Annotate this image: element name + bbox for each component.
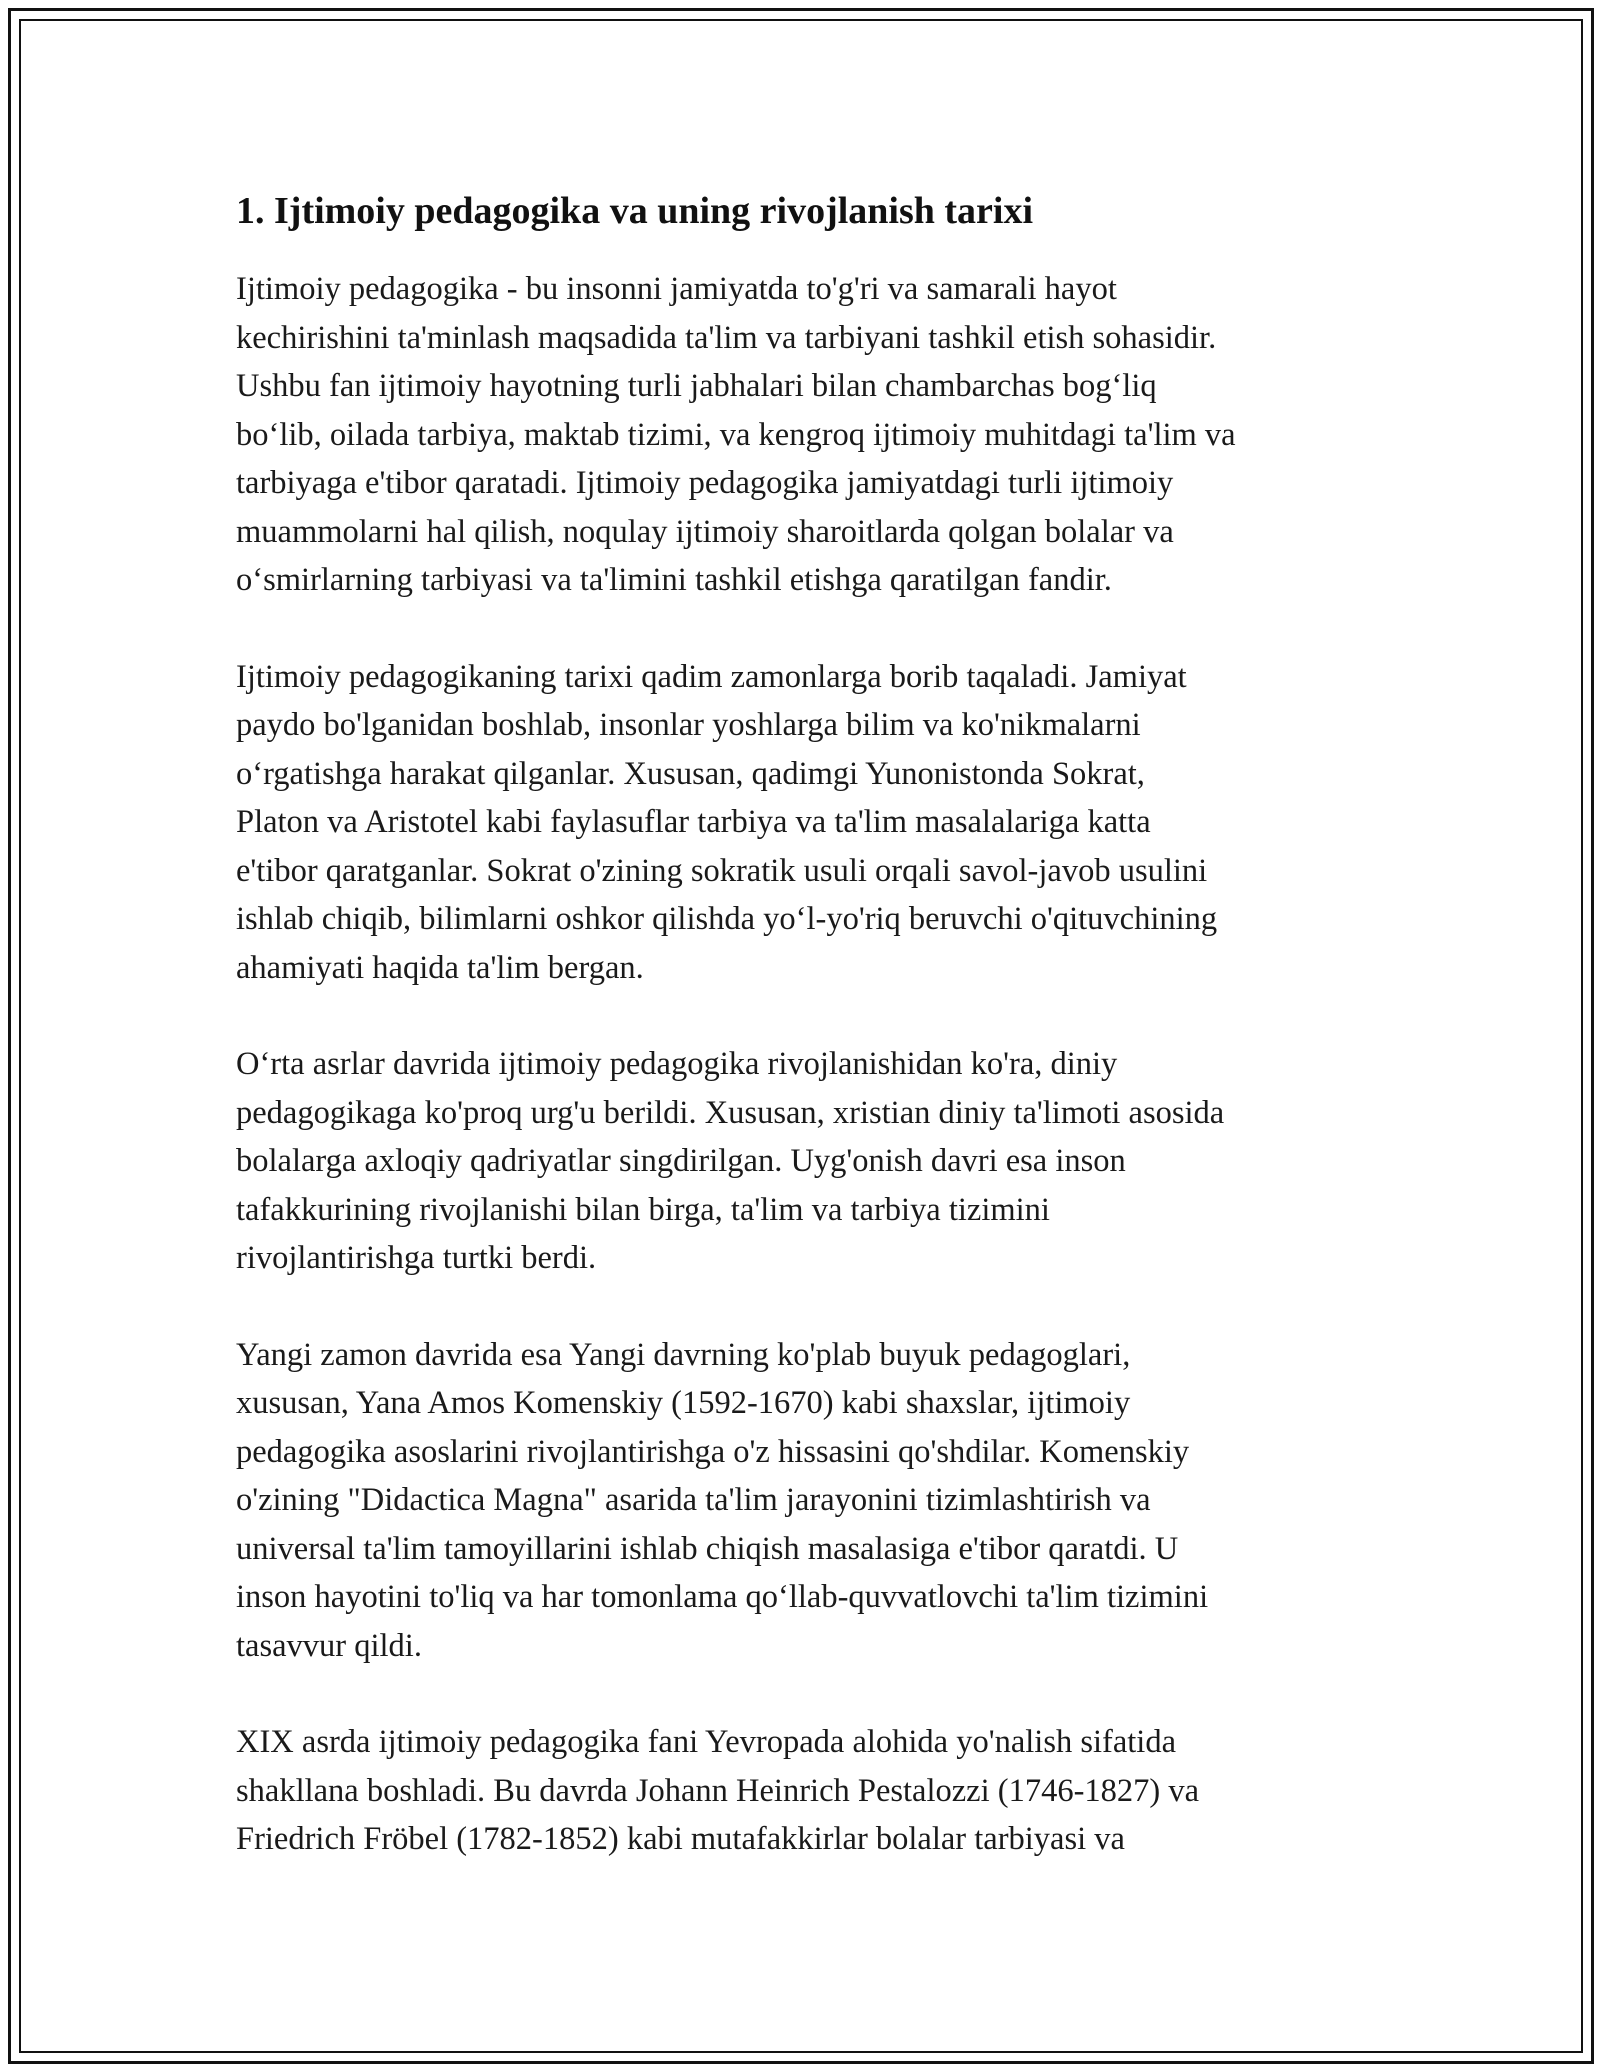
text-line: e'tibor qaratganlar. Sokrat o'zining sokratik usuli orqali savol-javob usulini [236, 852, 1208, 889]
text-line: Ushbu fan ijtimoiy hayotning turli jabhalari bilan chambarchas bog‘liq [236, 368, 1157, 404]
text-line: pedagogikaga ko'proq urg'u berildi. Xususan, xristian diniy ta'limoti asosida [236, 1094, 1225, 1131]
text-line: Ijtimoiy pedagogika - bu insonni jamiyatda to'g'ri va samarali hayot [236, 271, 1117, 307]
text-line: bolalarga axloqiy qadriyatlar singdirilgan. Uyg'onish davri esa inson [236, 1143, 1126, 1179]
section-heading: 1. Ijtimoiy pedagogika va uning rivojlanish tarixi [236, 190, 1034, 232]
text-line: inson hayotini to'liq va har tomonlama qo‘llab-quvvatlovchi ta'lim tizimini [236, 1579, 1209, 1615]
text-line: tafakkurining rivojlanishi bilan birga, ta'lim va tarbiya tizimini [236, 1191, 1050, 1228]
text-line: o'zining "Didactica Magna" asarida ta'lim jarayonini tizimlashtirish va [236, 1482, 1151, 1518]
text-line: XIX asrda ijtimoiy pedagogika fani Yevropada alohida yo'nalish sifatida [236, 1724, 1177, 1760]
text-line: tarbiyaga e'tibor qaratadi. Ijtimoiy pedagogika jamiyatdagi turli ijtimoiy [236, 465, 1174, 501]
text-line: universal ta'lim tamoyillarini ishlab chiqish masalasiga e'tibor qaratdi. U [236, 1530, 1179, 1567]
paragraph-19th-century [236, 1718, 1386, 1864]
document-body [236, 185, 1386, 1912]
paragraph-definition [236, 265, 1386, 605]
paragraph-ancient-history [236, 653, 1386, 993]
text-line: Platon va Aristotel kabi faylasuflar tarbiya va ta'lim masalalariga katta [236, 804, 1151, 840]
text-line: O‘rta asrlar davrida ijtimoiy pedagogika rivojlanishidan ko'ra, diniy [236, 1046, 1118, 1082]
text-line: tasavvur qildi. [236, 1627, 422, 1664]
text-line: Yangi zamon davrida esa Yangi davrning ko'plab buyuk pedagoglari, [236, 1336, 1131, 1373]
text-line: ishlab chiqib, bilimlarni oshkor qilishda yo‘l-yo'riq beruvchi o'qituvchining [236, 901, 1218, 937]
text-line: o‘rgatishga harakat qilganlar. Xususan, qadimgi Yunonistonda Sokrat, [236, 755, 1145, 792]
text-line: paydo bo'lganidan boshlab, insonlar yoshlarga bilim va ko'nikmalarni [236, 707, 1141, 743]
text-line: shakllana boshladi. Bu davrda Johann Heinrich Pestalozzi (1746-1827) va [236, 1772, 1200, 1809]
paragraph-middle-ages [236, 1040, 1386, 1283]
text-line: xususan, Yana Amos Komenskiy (1592-1670) kabi shaxslar, ijtimoiy [236, 1385, 1131, 1421]
text-line: o‘smirlarning tarbiyasi va ta'limini tashkil etishga qaratilgan fandir. [236, 562, 1112, 598]
text-line: Friedrich Fröbel (1782-1852) kabi mutafakkirlar bolalar tarbiyasi va [236, 1821, 1125, 1857]
text-line: kechirishini ta'minlash maqsadida ta'lim va tarbiyani tashkil etish sohasidir. [236, 319, 1217, 356]
text-line: muammolarni hal qilish, noqulay ijtimoiy sharoitlarda qolgan bolalar va [236, 513, 1174, 550]
text-line: Ijtimoiy pedagogikaning tarixi qadim zamonlarga borib taqaladi. Jamiyat [236, 658, 1187, 695]
text-line: ahamiyati haqida ta'lim bergan. [236, 949, 644, 986]
text-line: rivojlantirishga turtki berdi. [236, 1240, 597, 1276]
text-line: pedagogika asoslarini rivojlantirishga o'z hissasini qo'shdilar. Komenskiy [236, 1433, 1190, 1470]
paragraph-new-era [236, 1331, 1386, 1671]
text-line: bo‘lib, oilada tarbiya, maktab tizimi, va kengroq ijtimoiy muhitdagi ta'lim va [236, 416, 1236, 453]
